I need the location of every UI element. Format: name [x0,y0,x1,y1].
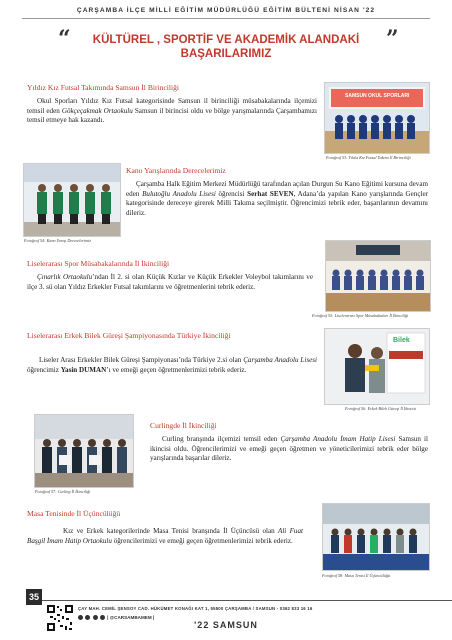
bilek-text-a: Liseler Arası Erkekler Bilek Güreşi Şampiyonası’nda Türkiye 2.si olan [39,356,244,364]
social-handle[interactable]: | @CARSAMBAMEM | [107,615,155,620]
section-heading-kano: Kano Yarışlarında Derecelerimiz [126,166,226,175]
caption-masa-tenisi: Fotoğraf 58: Masa Tenisi İl Üçüncülüğü [322,573,390,578]
photo-curling [34,414,134,488]
kano-student: Serhat SEVEN [247,189,294,198]
section-text-bilek [27,356,317,375]
caption-futsal: Fotoğraf 53: Yıldız Kız Futsal Takımı İl Birinciliği [326,155,411,160]
curling-text-end: Samsun il ikincisi oldu. Öğrencilerimizi ve emeği geçen öğretmen ve yöneticilerimizi tebrik eder bölge yarışlarında başarılar dileriz. [150,435,428,463]
photo-lise-spor [325,240,431,312]
caption-bilek: Fotoğraf 56: Erkek Bilek Güreşi İl İkincisi [345,406,417,411]
photo-masa-tenisi [322,503,430,571]
section-heading-masa-tenisi: Masa Tenisinde İl Üçüncülüğü [27,509,121,518]
section-heading-lise-spor: Liselerarası Spor Müsabakalarında İl İkinciliği [27,259,170,268]
page-number: 35 [26,589,42,605]
futsal-school: Gökçeçakmak Ortaokulu [61,106,133,115]
caption-kano: Fotoğraf 54: Kano Yarışı Derecelerimiz [24,238,91,243]
page-title-line1: KÜLTÜREL , SPORTİF VE AKADEMİK ALANDAKİ [92,34,360,46]
bilek-school: Çarşamba Anadolu Lisesi [243,356,317,364]
masa-text-a: Kız ve Erkek kategorilerinde Masa Tenisi branşında İl Üçüncüsü olan [63,527,278,535]
caption-curling: Fotoğraf 57: Curling İl İkinciliği [35,489,91,494]
caption-lise-spor: Fotoğraf 55: Liselerarası Spor Müsabakaları İl İkinciliği [312,313,409,318]
footer-divider [42,600,452,601]
section-text-kano [126,180,428,219]
futsal-banner-text: SAMSUN OKUL SPORLARI [345,93,410,99]
lise-spor-text-end: ’ndan İl 2. si olan Küçük Kızlar ve Küçük Erkekler Voleybol takımlarını ve ilçe 3. sü olan Yıldız Erkekler Futsal takımlarını ve öğretmenlerini tebrik ederiz. [27,273,313,291]
curling-text-a: Curling branşında ilçemizi temsil eden [162,435,281,443]
section-text-curling [150,435,428,464]
section-text-lise-spor [27,273,313,292]
bilek-text-end: ’ı ve emeği geçen öğretmenlerimizi tebrik ederiz. [106,365,247,374]
section-text-futsal [27,97,317,126]
section-heading-curling: Curlingde İl İkinciliği [150,421,217,430]
photo-futsal [324,82,430,154]
kano-text-a: Çarşamba Halk Eğitim Merkezi Müdürlüğü tarafından açılan Durgun Su Kano Eğitimi kursuna devam eden [126,180,428,198]
section-heading-bilek: Liselerarası Erkek Bilek Güreşi Şampiyonasında Türkiye İkinciliği [27,331,231,340]
quote-open-icon: “ [58,26,71,52]
futsal-text-start: Okul Sporları Yıldız Kız Futsal kategorisinde Samsun il birinciliği müsabakalarında ilçemizi temsil eden [27,97,317,115]
page-title-line2: BAŞARILARIMIZ [180,48,272,60]
bilek-text-mid: öğrencimiz [27,365,61,374]
masa-text-end: öğrencilerimizi ve emeği geçen öğretmenlerimizi tebrik ederiz. [111,536,293,545]
footer-address: ÇAY MAH. CEMİL ŞENSOY CAD. HÜKÜMET KONAĞI KAT 1, 55500 ÇARŞAMBA / SAMSUN - 0362 833 16 16 [78,606,313,611]
page-title [72,33,380,61]
curling-school: Çarşamba Anadolu İmam Hatip Lisesi [280,435,396,443]
photo-bilek [324,328,430,405]
kano-text-end: , Adana’da yapılan Kano yarışlarında Gençler kategorisinde dereceye girerek Milli Takıma seçilmiştir. Öğrencimizi tebrik eder, başarılarının devamını dileriz. [126,189,429,218]
kano-text-mid: öğrencisi [215,189,248,198]
photo-kano [23,163,121,237]
section-heading-futsal: Yıldız Kız Futsal Takımında Samsun İl Birinciliği [27,83,180,92]
quote-close-icon: ” [386,26,399,52]
header-divider [22,18,430,19]
bulletin-header: ÇARŞAMBA İLÇE MİLLİ EĞİTİM MÜDÜRLÜĞÜ EĞİTİM BÜLTENİ NİSAN '22 [76,7,376,14]
section-text-masa-tenisi [27,527,303,546]
lise-spor-school: Çınarlık Ortaokulu [37,273,93,281]
bilek-student: Yasin DUMAN [60,365,107,374]
masa-school: Ali Fuat Başgil İmam Hatip Ortaokulu [27,527,303,545]
bilek-poster-text: Bilek [393,337,410,344]
kano-school: Bulutoğlu Anadolu Lisesi [142,189,216,198]
footer-brand: '22 SAMSUN [194,620,258,630]
futsal-text-end: Samsun il birincisi oldu ve bölge yarışmalarında Çarşambamızı temsil etmeye hak kazandı. [27,106,317,125]
